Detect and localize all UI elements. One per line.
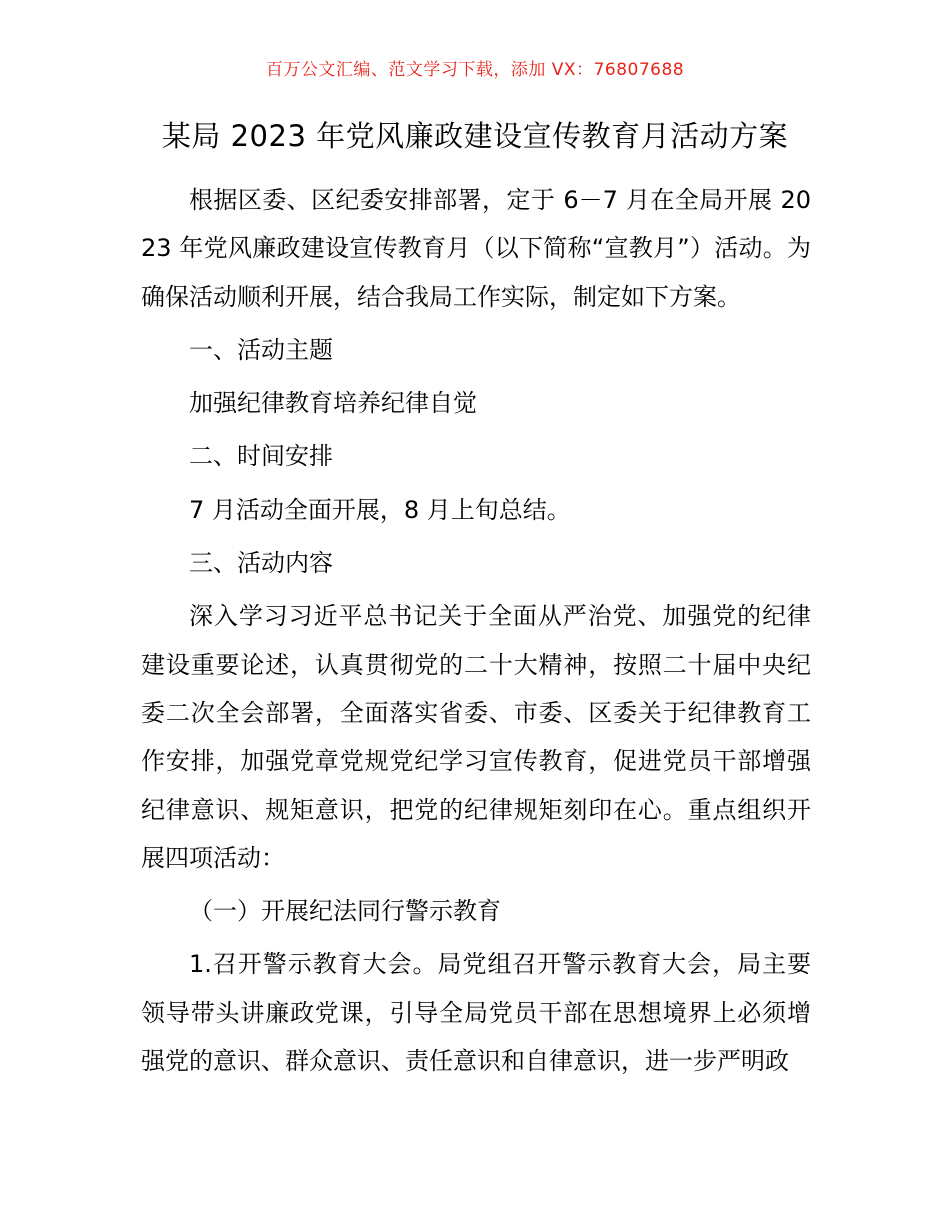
section-text-theme: 加强纪律教育培养纪律自觉 <box>189 389 477 418</box>
subsection-heading-warning-education: （一）开展纪法同行警示教育 <box>189 897 501 926</box>
document-body <box>141 176 811 1085</box>
item-paragraph-warning-meeting: 1.召开警示教育大会。局党组召开警示教育大会，局主要领导带头讲廉政党课，引导全局党员干部在思想境界上必须增强党的意识、群众意识、责任意识和自律意识，进一步严明政 <box>141 950 811 1076</box>
intro-paragraph: 根据区委、区纪委安排部署，定于 6－7 月在全局开展 2023 年党风廉政建设宣传教育月（以下简称“宣教月”）活动。为确保活动顺利开展，结合我局工作实际，制定如下方案。 <box>141 186 811 311</box>
section-heading-theme: 一、活动主题 <box>189 335 333 364</box>
section-heading-schedule: 二、时间安排 <box>189 442 333 471</box>
document-title: 某局 2023 年党风廉政建设宣传教育月活动方案 <box>161 119 789 153</box>
section-heading-content: 三、活动内容 <box>189 549 333 578</box>
section-text-schedule: 7 月活动全面开展，8 月上旬总结。 <box>189 495 571 524</box>
section-text-content: 深入学习习近平总书记关于全面从严治党、加强党的纪律建设重要论述，认真贯彻党的二十大精神，按照二十届中央纪委二次全会部署，全面落实省委、市委、区委关于纪律教育工作安排，加强党章党规党纪学习宣传教育，促进党员干部增强纪律意识、规矩意识，把党的纪律规矩刻印在心。重点组织开展四项活动： <box>141 602 811 872</box>
header-note: 百万公文汇编、范文学习下载，添加 VX：76807688 <box>265 60 685 80</box>
